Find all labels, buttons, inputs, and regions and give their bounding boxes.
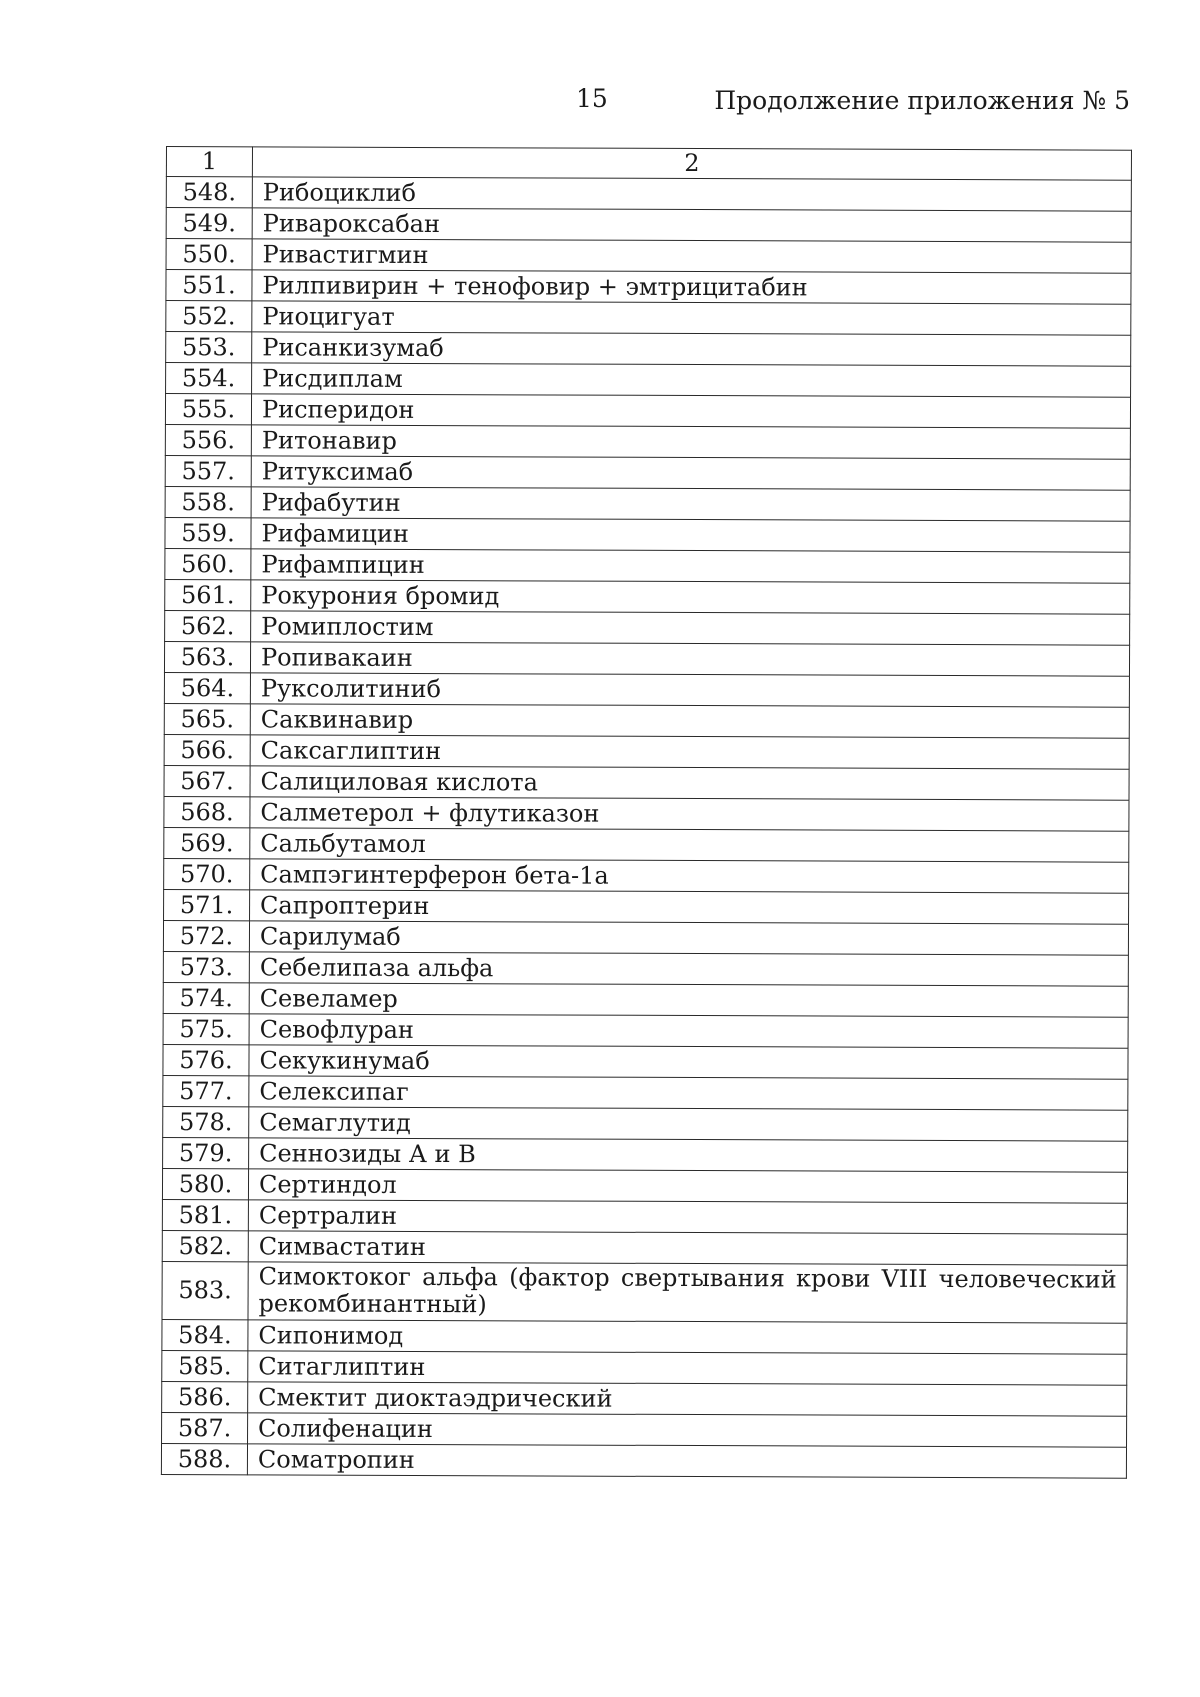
drug-name: Рокурония бромид [251, 580, 1130, 614]
row-number: 578. [163, 1106, 249, 1137]
drug-name: Ритуксимаб [251, 456, 1130, 490]
table-row [164, 889, 1129, 924]
row-number: 571. [164, 889, 250, 920]
column-header-number: 1 [166, 147, 252, 177]
row-number: 570. [164, 858, 250, 889]
table-row [162, 1381, 1127, 1416]
drug-name: Секукинумаб [249, 1045, 1128, 1079]
drug-name: Сампэгинтерферон бета-1а [250, 859, 1129, 893]
table-row [166, 301, 1131, 336]
row-number: 569. [164, 827, 250, 858]
drug-name: Салметерол + флутиказон [250, 797, 1129, 831]
drug-name: Саквинавир [250, 704, 1129, 738]
row-number: 587. [162, 1412, 248, 1443]
drug-name: Саксаглиптин [250, 735, 1129, 769]
row-number: 575. [163, 1013, 249, 1044]
row-number: 556. [165, 424, 251, 455]
table-row [166, 270, 1131, 305]
drug-name: Сарилумаб [249, 921, 1128, 955]
table-row [163, 951, 1128, 986]
drug-name: Сеннозиды А и В [249, 1138, 1128, 1172]
row-number: 550. [166, 239, 252, 270]
table-row [162, 1261, 1127, 1323]
row-number: 566. [164, 734, 250, 765]
row-number: 579. [163, 1137, 249, 1168]
table-row [163, 982, 1128, 1017]
row-number: 572. [163, 920, 249, 951]
drug-name: Сертралин [248, 1200, 1127, 1234]
table-row [164, 672, 1129, 707]
row-number: 574. [163, 982, 249, 1013]
table-row [165, 517, 1130, 552]
row-number: 548. [166, 177, 252, 208]
drug-name: Севофлуран [249, 1014, 1128, 1048]
table-row [164, 641, 1129, 676]
table-row [163, 1106, 1128, 1141]
drug-name: Рифамицин [251, 518, 1130, 552]
row-number: 561. [165, 579, 251, 610]
row-number: 560. [165, 548, 251, 579]
row-number: 558. [165, 486, 251, 517]
table-row [165, 394, 1130, 429]
drug-name: Севеламер [249, 983, 1128, 1017]
row-number: 576. [163, 1044, 249, 1075]
table-row [162, 1199, 1127, 1234]
table-row [163, 1044, 1128, 1079]
table-row [165, 486, 1130, 521]
row-number: 559. [165, 517, 251, 548]
row-number: 577. [163, 1075, 249, 1106]
table-row [165, 424, 1130, 459]
drug-name: Симоктоког альфа (фактор свертывания крови VIII человеческий рекомбинантный) [248, 1262, 1127, 1323]
drug-name: Солифенацин [248, 1413, 1127, 1447]
table-row [166, 332, 1131, 367]
table-row [163, 920, 1128, 955]
appendix-caption: Продолжение приложения № 5 [714, 86, 1130, 115]
row-number: 585. [162, 1350, 248, 1381]
row-number: 581. [162, 1199, 248, 1230]
column-header-name: 2 [252, 147, 1131, 180]
row-number: 551. [166, 270, 252, 301]
table-row [162, 1168, 1127, 1203]
row-number: 584. [162, 1319, 248, 1350]
drug-name: Сапроптерин [250, 890, 1129, 924]
drug-name: Салициловая кислота [250, 766, 1129, 800]
table-row [163, 1075, 1128, 1110]
drug-name: Рисперидон [251, 394, 1130, 428]
row-number: 563. [164, 641, 250, 672]
drug-name: Ритонавир [251, 425, 1130, 459]
row-number: 564. [164, 672, 250, 703]
drug-name: Ситаглиптин [248, 1351, 1127, 1385]
drug-name: Соматропин [247, 1444, 1126, 1478]
row-number: 554. [166, 363, 252, 394]
table-row [163, 1013, 1128, 1048]
drug-name: Сипонимод [248, 1320, 1127, 1354]
drug-name: Рисдиплам [252, 363, 1131, 397]
table-row [164, 827, 1129, 862]
row-number: 557. [165, 455, 251, 486]
table-row [164, 734, 1129, 769]
drug-name: Рилпивирин + тенофовир + эмтрицитабин [252, 270, 1131, 304]
drug-name: Риоцигуат [252, 301, 1131, 335]
row-number: 582. [162, 1230, 248, 1261]
row-number: 567. [164, 765, 250, 796]
row-number: 553. [166, 332, 252, 363]
table-row [166, 239, 1131, 274]
row-number: 549. [166, 208, 252, 239]
drug-name: Семаглутид [249, 1107, 1128, 1141]
table-row [161, 1443, 1126, 1478]
drug-name: Сертиндол [248, 1169, 1127, 1203]
row-number: 565. [164, 703, 250, 734]
row-number: 568. [164, 796, 250, 827]
row-number: 562. [165, 610, 251, 641]
drug-name: Ропивакаин [250, 642, 1129, 676]
drug-name: Симвастатин [248, 1231, 1127, 1265]
table-row [165, 610, 1130, 645]
drug-name: Себелипаза альфа [249, 952, 1128, 986]
table-row [166, 177, 1131, 212]
table-row [162, 1350, 1127, 1385]
row-number: 588. [161, 1443, 247, 1474]
table-row [164, 858, 1129, 893]
table-row [164, 765, 1129, 800]
row-number: 552. [166, 301, 252, 332]
drug-name: Ривастигмин [252, 239, 1131, 273]
row-number: 573. [163, 951, 249, 982]
drug-name: Сальбутамол [250, 828, 1129, 862]
drug-name: Ромиплостим [251, 611, 1130, 645]
drug-name: Селексипаг [249, 1076, 1128, 1110]
drug-table-body [161, 147, 1131, 1479]
drug-name: Рисанкизумаб [252, 332, 1131, 366]
table-row [162, 1412, 1127, 1447]
drug-name: Ривароксабан [252, 208, 1131, 242]
table-row [162, 1319, 1127, 1354]
table-header-row [166, 147, 1131, 181]
page-number: 15 [576, 84, 608, 113]
drug-table [161, 146, 1132, 1479]
row-number: 583. [162, 1261, 248, 1319]
row-number: 586. [162, 1381, 248, 1412]
row-number: 580. [162, 1168, 248, 1199]
table-row [164, 796, 1129, 831]
drug-name: Руксолитиниб [250, 673, 1129, 707]
drug-name: Рифампицин [251, 549, 1130, 583]
drug-name: Рифабутин [251, 487, 1130, 521]
drug-name: Смектит диоктаэдрический [248, 1382, 1127, 1416]
table-row [163, 1137, 1128, 1172]
table-row [165, 455, 1130, 490]
drug-name: Рибоциклиб [252, 177, 1131, 211]
table-row [164, 703, 1129, 738]
table-row [166, 363, 1131, 398]
table-row [165, 548, 1130, 583]
table-row [162, 1230, 1127, 1265]
table-row [166, 208, 1131, 243]
table-row [165, 579, 1130, 614]
row-number: 555. [165, 394, 251, 425]
